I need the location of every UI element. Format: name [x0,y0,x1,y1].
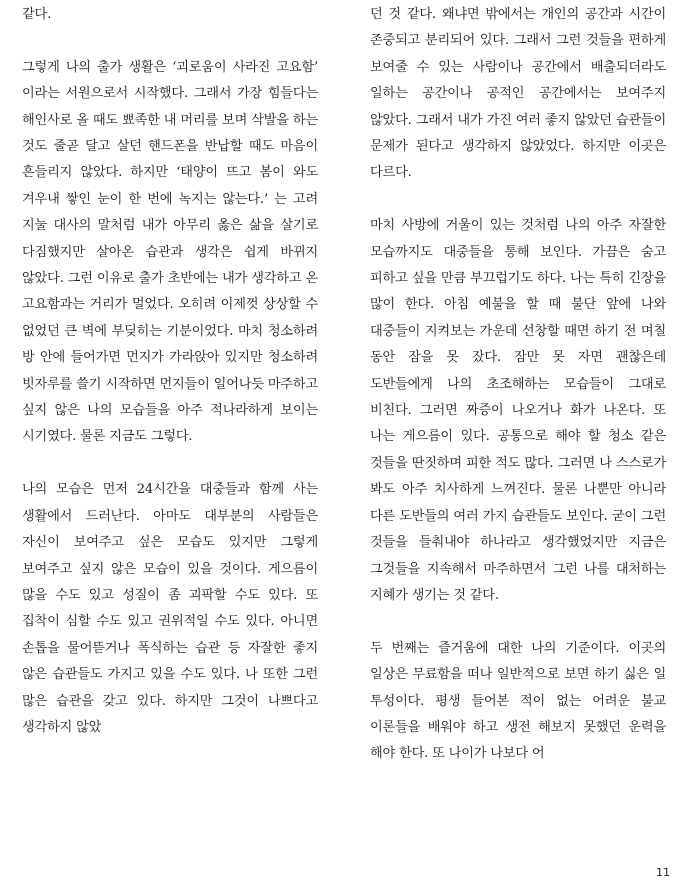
paragraph-gap [22,451,318,477]
paragraph-gap [370,609,666,635]
page-number: 11 [656,866,670,879]
paragraph: 마치 사방에 거울이 있는 것처럼 나의 아주 자잘한 모습까지도 대중들을 통해 보인다. 가끔은 숨고 피하고 싶을 만큼 부끄럽기도 하다. 나는 특히 긴장을 많이 한다. 아침 예불을 할 때 불단 앞에 나와 대중들이 지켜보는 가운데 선창할 때면 하기 전 며칠 동안 잠을 못 잤다. 잠만 못 자면 괜찮은데 도반들에게 나의 초조해하는 모습들이 그대로 비친다. 그러면 짜증이 나오거나 화가 나온다. 또 나는 게으름이 있다. 공통으로 해야 할 청소 같은 것들을 딴짓하며 피한 적도 많다. 그러면 나 스스로가 봐도 아주 치사하게 느껴진다. 물론 나뿐만 아니라 다른 도반들의 여러 가지 습관들도 보인다. 굳이 그런 것들을 들춰내야 하나라고 생각했었지만 지금은 그것들을 지속해서 마주하면서 그런 나를 대처하는 지혜가 생기는 것 같다. [370,218,666,603]
paragraph-gap [370,187,666,213]
paragraph: 같다. [22,7,52,22]
paragraph: 나의 모습은 먼저 24시간을 대중들과 함께 사는 생활에서 드러난다. 아마도 대부분의 사람들은 자신이 보여주고 싶은 모습도 있지만 그렇게 보여주고 싶지 않은 모습이 있을 것이다. 게으름이 많을 수도 있고 성질이 좀 괴팍할 수도 있다. 또 집착이 심할 수도 있고 권위적일 수도 있다. 아니면 손톱을 물어뜯거나 폭식하는 습관 등 자잘한 좋지 않은 습관들도 가지고 있을 수도 있다. 나 또한 그런 많은 습관을 갖고 있다. 하지만 그것이 나쁘다고 생각하지 않았 [22,482,318,735]
left-column [22,2,318,741]
paragraph: 그렇게 나의 출가 생활은 ‘괴로움이 사라진 고요함’ 이라는 서원으로서 시작했다. 그래서 가장 힘들다는 해인사로 올 때도 뾰족한 내 머리를 보며 삭발을 하는 것도 줄곧 달고 살던 핸드폰을 반납할 때도 마음이 흔들리지 않았다. 하지만 ‘태양이 뜨고 봄이 와도 겨우내 쌓인 눈이 한 번에 녹지는 않는다.’ 는 고려 지눌 대사의 말처럼 내가 아무리 옳은 삶을 살기로 다짐했지만 살아온 습관과 생각은 쉽게 바뀌지 않았다. 그런 이유로 출가 초반에는 내가 생각하고 온 고요함과는 거리가 멀었다. 오히려 이제껏 상상할 수 없었던 큰 벽에 부딪히는 기분이었다. 마치 청소하려 방 안에 들어가면 먼지가 가라앉아 있지만 청소하려 빗자루를 쓸기 시작하면 먼지들이 일어나듯 마주하고 싶지 않은 나의 모습들을 아주 적나라하게 보이는 시기였다. 물론 지금도 그렇다. [22,59,318,445]
paragraph: 던 것 같다. 왜냐면 밖에서는 개인의 공간과 시간이 존중되고 분리되어 있다. 그래서 그런 것들을 편하게 보여줄 수 있는 사람이나 공간에서 배출되더라도 일하는 공간이나 공적인 공간에서는 보여주지 않았다. 그래서 내가 가진 여러 좋지 않았던 습관들이 문제가 된다고 생각하지 않았었다. 하지만 이곳은 다르다. [370,7,666,181]
right-column [370,2,666,768]
paragraph-gap [22,28,318,54]
paragraph: 두 번째는 즐거움에 대한 나의 기준이다. 이곳의 일상은 무료함을 떠나 일반적으로 보면 하기 싫은 일 투성이다. 평생 들어본 적이 없는 어려운 불교 이론들을 배워야 하고 생전 해보지 못했던 운력을 해야 한다. 또 나이가 나보다 어 [370,640,666,762]
